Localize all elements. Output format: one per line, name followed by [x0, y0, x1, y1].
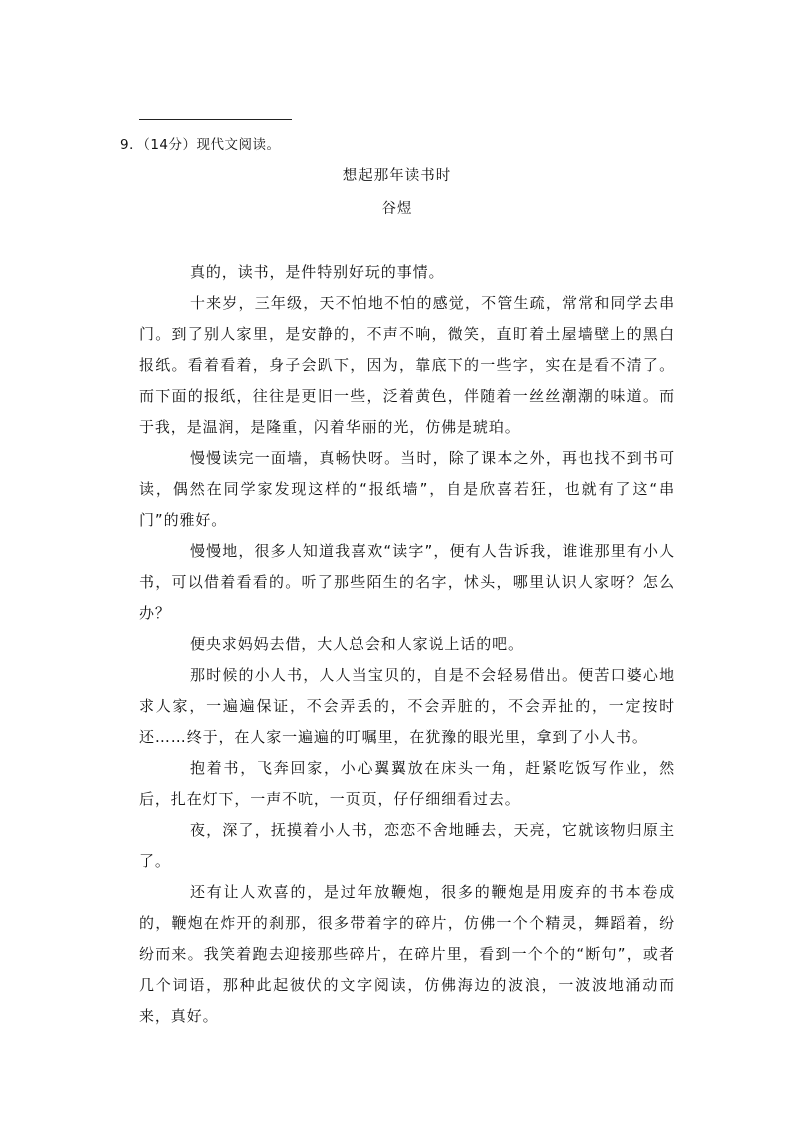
- paragraph: 抱着书，飞奔回家，小心翼翼放在床头一角，赶紧吃饭写作业，然后，扎在灯下，一声不吭，一页页，仔仔细细看过去。: [139, 759, 675, 808]
- paragraph: 便央求妈妈去借，大人总会和人家说上话的吧。: [190, 635, 524, 653]
- question-header: 9．（14分）现代文阅读。: [120, 137, 281, 153]
- paragraph: 十来岁，三年级，天不怕地不怕的感觉，不管生疏，常常和同学去串门。到了别人家里，是安静的，不声不响，微笑，直盯着土屋墙壁上的黑白报纸。看着看着，身子会趴下，因为，靠底下的一些字，实在是看不清了。而下面的报纸，往往是更旧一些，泛着黄色，伴随着一丝丝潮潮的味道。而于我，是温润，是隆重，闪着华丽的光，仿佛是琥珀。: [139, 294, 675, 436]
- header-rule: [139, 119, 292, 120]
- article-author: 谷煜: [381, 201, 413, 217]
- paragraph: 那时候的小人书，人人当宝贝的，自是不会轻易借出。便苦口婆心地求人家，一遍遍保证，不会弄丢的，不会弄脏的，不会弄扯的，一定按时还……终于，在人家一遍遍的叮嘱里，在犹豫的眼光里，拿到了小人书。: [139, 666, 675, 746]
- paragraph: 真的，读书，是件特别好玩的事情。: [190, 263, 445, 281]
- paragraph: 慢慢地，很多人知道我喜欢“读字”，便有人告诉我，谁谁那里有小人书，可以借着看看的。听了那些陌生的名字，怵头，哪里认识人家呀？怎么办？: [139, 542, 675, 622]
- article-body: [139, 257, 675, 1032]
- paragraph: 夜，深了，抚摸着小人书，恋恋不舍地睡去，天亮，它就该物归原主了。: [139, 821, 675, 870]
- paragraph: 慢慢读完一面墙，真畅快呀。当时，除了课本之外，再也找不到书可读，偶然在同学家发现这样的“报纸墙”，自是欣喜若狂，也就有了这“串门”的雅好。: [139, 449, 675, 529]
- paragraph: 还有让人欢喜的，是过年放鞭炮，很多的鞭炮是用废弃的书本卷成的，鞭炮在炸开的刹那，很多带着字的碎片，仿佛一个个精灵，舞蹈着，纷纷而来。我笑着跑去迎接那些碎片，在碎片里，看到一个个的“断句”，或者几个词语，那种此起彼伏的文字阅读，仿佛海边的波浪，一波波地涌动而来，真好。: [139, 883, 675, 1025]
- article-title: 想起那年读书时: [342, 168, 452, 184]
